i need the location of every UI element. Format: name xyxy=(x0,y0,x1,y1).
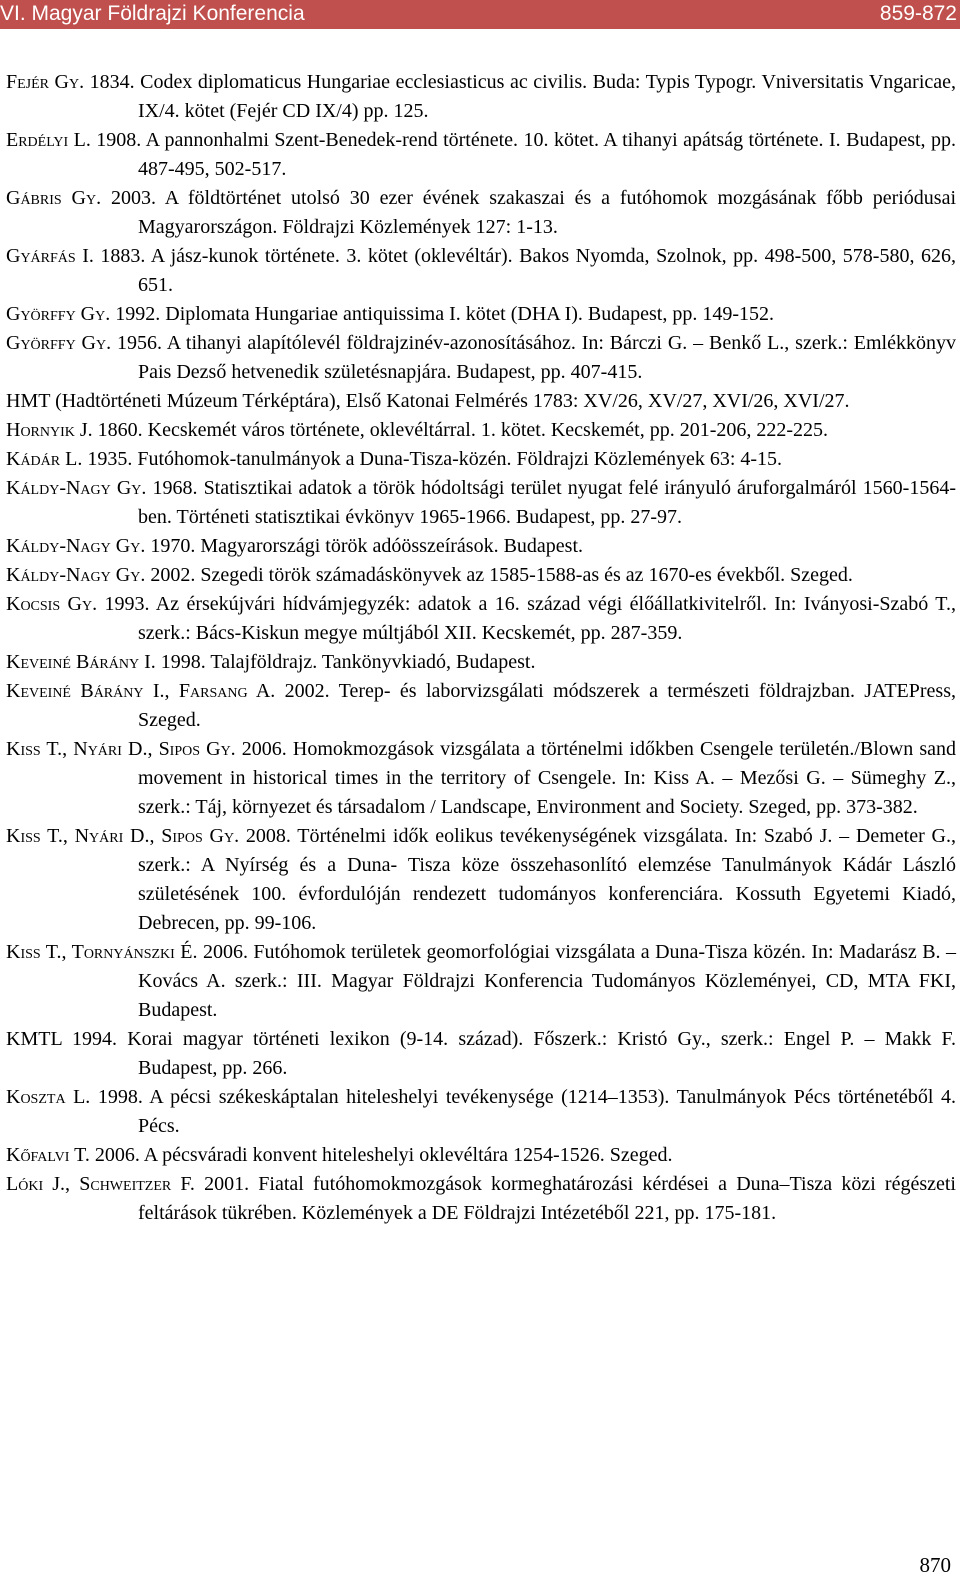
reference-author: Kiss T., Tornyánszki É. xyxy=(6,941,198,963)
reference-author: Kocsis Gy. xyxy=(6,593,98,615)
reference-author: Keveiné Bárány I. xyxy=(6,651,156,673)
reference-entry xyxy=(6,184,956,242)
reference-entry xyxy=(6,735,956,822)
reference-text: 1970. Magyarországi török adóösszeírások. Budapest. xyxy=(145,535,584,557)
reference-text: 2006. A pécsváradi konvent hiteleshelyi oklevéltára 1254-1526. Szeged. xyxy=(89,1144,673,1166)
reference-author: Káldy-Nagy Gy. xyxy=(6,564,146,586)
reference-text: 2002. Terep- és laborvizsgálati módszerek a természeti földrajzban. JATEPress, Szeged. xyxy=(138,680,956,731)
reference-entry xyxy=(6,300,956,329)
reference-author: Gábris Gy. xyxy=(6,187,102,209)
reference-author: Kiss T., Nyári D., Sipos Gy. xyxy=(6,738,236,760)
reference-text: HMT (Hadtörténeti Múzeum Térképtára), Első Katonai Felmérés 1783: XV/26, XV/27, XVI/26, XVI/27. xyxy=(6,390,850,412)
reference-text: 1883. A jász-kunok története. 3. kötet (oklevéltár). Bakos Nyomda, Szolnok, pp. 498-500, 578-580, 626, 651. xyxy=(93,245,956,296)
reference-author: Hornyik J. xyxy=(6,419,93,441)
reference-text: 2003. A földtörténet utolsó 30 ezer évének szakaszai és a futóhomok mozgásának főbb periódusai Magyarországon. Földrajzi Közlemények 127: 1-13. xyxy=(101,187,957,238)
reference-text: 2001. Fiatal futóhomokmozgások kormeghatározási kérdései a Duna–Tisza közi régészeti feltárások tükrében. Közlemények a DE Földrajzi Intézetéből 221, pp. 175-181. xyxy=(138,1173,956,1224)
reference-author: Lóki J., Schweitzer F. xyxy=(6,1173,195,1195)
reference-text: 1992. Diplomata Hungariae antiquissima I. kötet (DHA I). Budapest, pp. 149-152. xyxy=(110,303,775,325)
reference-author: Gyárfás I. xyxy=(6,245,94,267)
reference-entry xyxy=(6,590,956,648)
reference-text: 2002. Szegedi török számadáskönyvek az 1585-1588-as és az 1670-es évekből. Szeged. xyxy=(145,564,853,586)
reference-entry xyxy=(6,561,956,590)
reference-text: 1935. Futóhomok-tanulmányok a Duna-Tisza-közén. Földrajzi Közlemények 63: 4-15. xyxy=(82,448,783,470)
reference-entry xyxy=(6,242,956,300)
reference-entry xyxy=(6,677,956,735)
reference-author: Kiss T., Nyári D., Sipos Gy. xyxy=(6,825,240,847)
reference-entry xyxy=(6,648,956,677)
reference-text: 1968. Statisztikai adatok a török hódoltsági terület nyugat felé irányuló áruforgalmáról 1560-1564-ben. Történeti statisztikai évkönyv 1965-1966. Budapest, pp. 27-97. xyxy=(138,477,956,528)
reference-author: Györffy Gy. xyxy=(6,332,112,354)
reference-text: 1993. Az érsekújvári hídvámjegyzék: adatok a 16. század végi élőállatkivitelről. In: Iványosi-Szabó T., szerk.: Bács-Kiskun megye múltjából XII. Kecskemét, pp. 287-359. xyxy=(97,593,957,644)
reference-entry xyxy=(6,387,956,416)
reference-author: Erdélyi L. xyxy=(6,129,91,151)
reference-text: 1956. A tihanyi alapítólevél földrajzinév-azonosításához. In: Bárczi G. – Benkő L., szerk.: Emlékkönyv Pais Dezső hetvenedik születésnapjára. Budapest, pp. 407-415. xyxy=(111,332,956,383)
reference-entry xyxy=(6,1170,956,1228)
reference-text: 2006. Homokmozgások vizsgálata a történelmi időkben Csengele területén./Blown sand movement in historical times in the territory of Csengele. In: Kiss A. – Mezősi G. – Sümeghy Z., szerk.: Táj, környezet és társadalom / Landscape, Environment and Society. Szeged, pp. 373-382. xyxy=(138,738,956,818)
header-page-range: 859-872 xyxy=(879,2,957,25)
reference-list xyxy=(6,68,956,1228)
reference-entry xyxy=(6,126,956,184)
reference-text: 1998. A pécsi székeskáptalan hiteleshelyi tevékenysége (1214–1353). Tanulmányok Pécs történetéből 4. Pécs. xyxy=(90,1086,956,1137)
reference-text: 2006. Futóhomok területek geomorfológiai vizsgálata a Duna-Tisza közén. In: Madarász B. – Kovács A. szerk.: III. Magyar Földrajzi Konferencia Tudományos Közleményei, CD, MTA FKI, Budapest. xyxy=(138,941,957,1021)
reference-author: Kádár L. xyxy=(6,448,83,470)
reference-text: 1908. A pannonhalmi Szent-Benedek-rend története. 10. kötet. A tihanyi apátság története. I. Budapest, pp. 487-495, 502-517. xyxy=(90,129,956,180)
reference-entry xyxy=(6,1141,956,1170)
reference-author: Káldy-Nagy Gy. xyxy=(6,477,147,499)
reference-author: Káldy-Nagy Gy. xyxy=(6,535,146,557)
reference-text: 1834. Codex diplomaticus Hungariae ecclesiasticus ac civilis. Buda: Typis Typogr. Vniversitatis Vngaricae, IX/4. kötet (Fejér CD IX/4) pp. 125. xyxy=(84,71,957,122)
reference-author: Keveiné Bárány I., Farsang A. xyxy=(6,680,276,702)
reference-entry xyxy=(6,445,956,474)
reference-entry xyxy=(6,822,956,938)
header-title: VI. Magyar Földrajzi Konferencia xyxy=(0,2,305,25)
reference-text: 1860. Kecskemét város története, oklevéltárral. 1. kötet. Kecskemét, pp. 201-206, 222-225. xyxy=(92,419,829,441)
reference-entry xyxy=(6,1025,956,1083)
reference-text: 1998. Talajföldrajz. Tankönyvkiadó, Budapest. xyxy=(155,651,536,673)
page-header xyxy=(0,0,960,29)
reference-author: Kosztа L. xyxy=(6,1086,91,1108)
reference-entry xyxy=(6,416,956,445)
reference-entry xyxy=(6,474,956,532)
reference-text: KMTL 1994. Korai magyar történeti lexikon (9-14. század). Főszerk.: Kristó Gy., szerk.: Engel P. – Makk F. Budapest, pp. 266. xyxy=(6,1028,956,1079)
reference-author: Györffy Gy. xyxy=(6,303,111,325)
reference-entry xyxy=(6,1083,956,1141)
reference-entry xyxy=(6,68,956,126)
reference-text: 2008. Történelmi idők eolikus tevékenységének vizsgálata. In: Szabó J. – Demeter G., szerk.: A Nyírség és a Duna- Tisza köze összehasonlító elemzése Tanulmányok Kádár László születésének 100. évfordulóján rendezett tudományos konferenciára. Kossuth Egyetemi Kiadó, Debrecen, pp. 99-106. xyxy=(138,825,956,934)
reference-author: Kőfalvi T. xyxy=(6,1144,90,1166)
reference-entry xyxy=(6,938,956,1025)
reference-entry xyxy=(6,532,956,561)
reference-author: Fejér Gy. xyxy=(6,71,85,93)
reference-entry xyxy=(6,329,956,387)
page-number: 870 xyxy=(919,1553,951,1577)
